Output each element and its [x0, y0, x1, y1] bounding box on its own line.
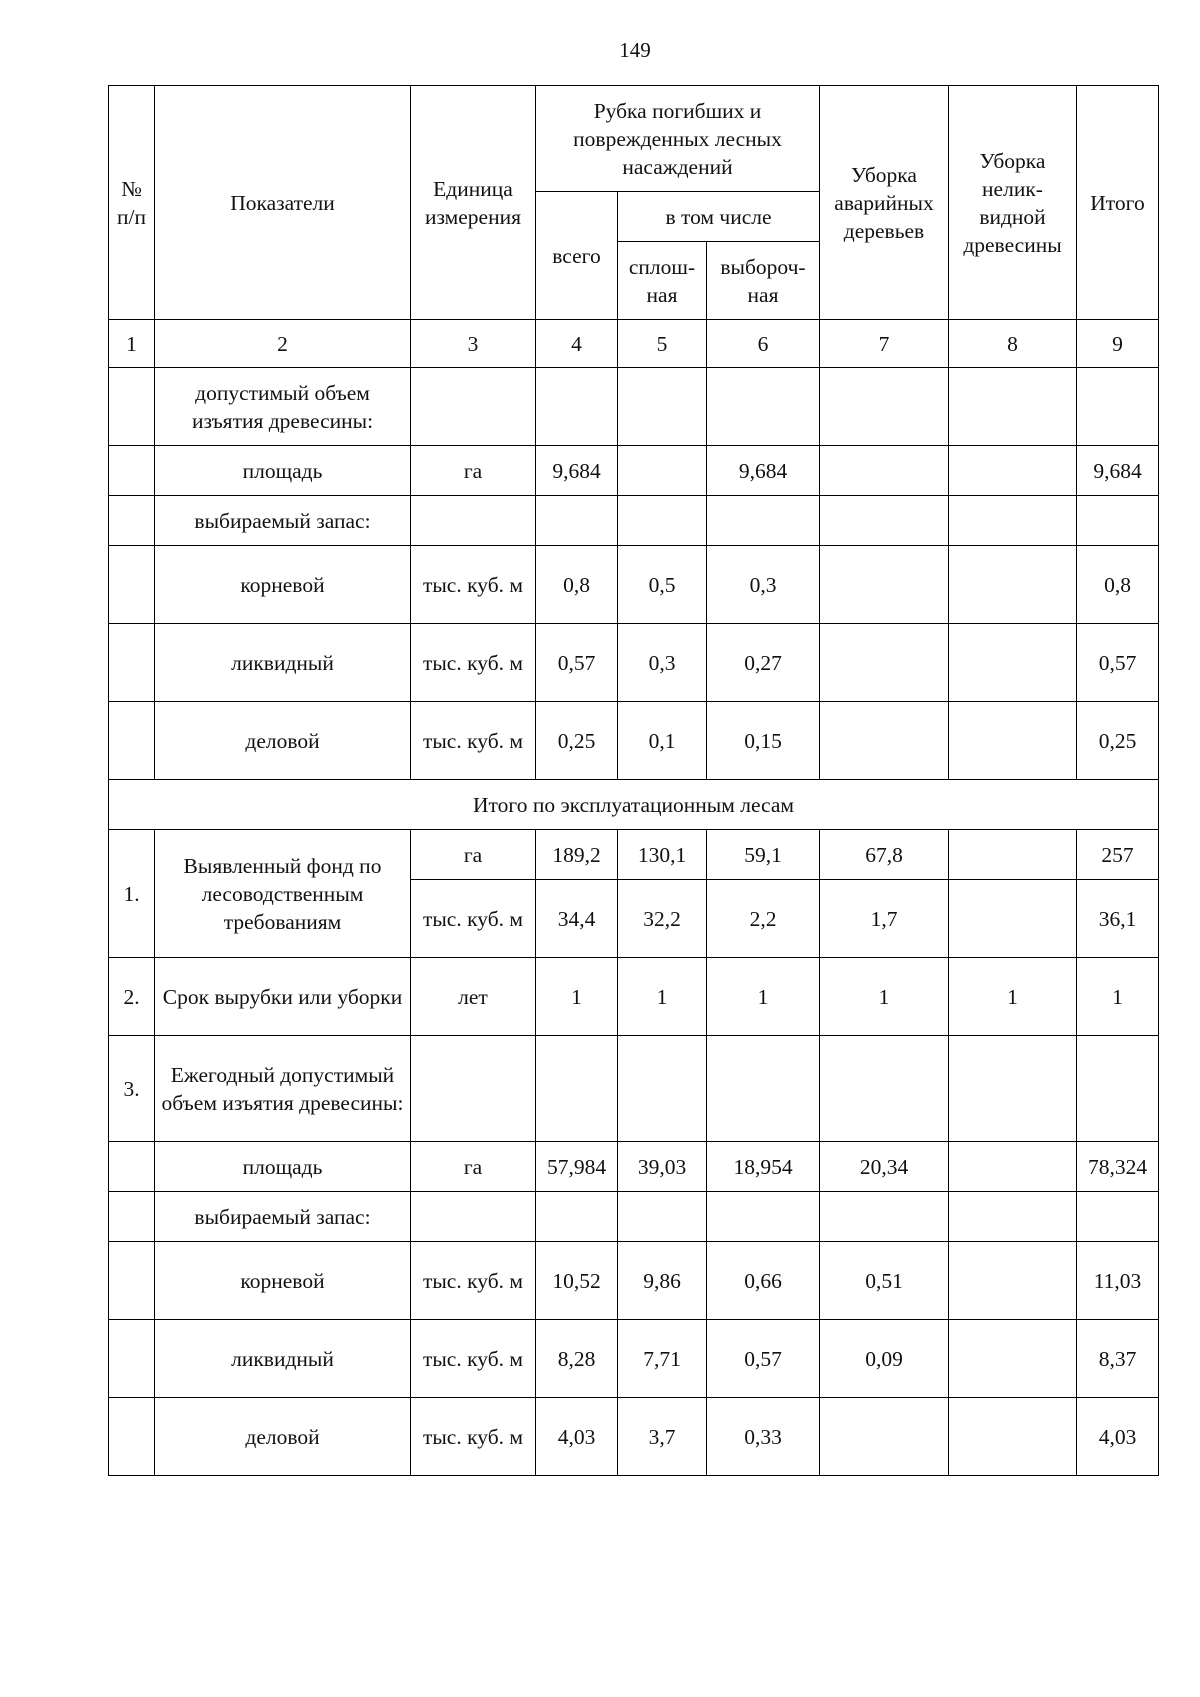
indicator-cell: деловой: [155, 1398, 411, 1476]
value-cell: 7,71: [618, 1320, 707, 1398]
value-cell: 11,03: [1077, 1242, 1159, 1320]
header-felling-group: Рубка погибших и поврежденных лесных насаждений: [536, 86, 820, 192]
indicator-cell: корневой: [155, 1242, 411, 1320]
value-cell: 1: [820, 958, 949, 1036]
value-cell: 0,3: [618, 624, 707, 702]
value-cell: 1: [618, 958, 707, 1036]
row-number-cell: [109, 546, 155, 624]
value-cell: [820, 624, 949, 702]
value-cell: 0,5: [618, 546, 707, 624]
value-cell: 0,15: [707, 702, 820, 780]
unit-cell: [411, 368, 536, 446]
value-cell: [536, 496, 618, 546]
value-cell: 0,8: [1077, 546, 1159, 624]
indicator-cell: Выявленный фонд по лесоводственным требованиям: [155, 830, 411, 958]
value-cell: [536, 368, 618, 446]
value-cell: 20,34: [820, 1142, 949, 1192]
value-cell: 0,25: [1077, 702, 1159, 780]
value-cell: [618, 496, 707, 546]
column-number: 1: [109, 320, 155, 368]
column-number: 9: [1077, 320, 1159, 368]
value-cell: [707, 496, 820, 546]
value-cell: 10,52: [536, 1242, 618, 1320]
value-cell: 8,37: [1077, 1320, 1159, 1398]
table-row: [109, 1398, 1159, 1476]
value-cell: [707, 368, 820, 446]
value-cell: [949, 546, 1077, 624]
header-nonliquid-wood: Уборка нелик-видной древесины: [949, 86, 1077, 320]
value-cell: 0,8: [536, 546, 618, 624]
value-cell: [949, 1242, 1077, 1320]
row-number-cell: [109, 702, 155, 780]
row-number-cell: [109, 1320, 155, 1398]
row-number-cell: [109, 1242, 155, 1320]
table-row: [109, 1036, 1159, 1142]
header-total-felling: всего: [536, 192, 618, 320]
indicator-cell: допустимый объем изъятия древесины:: [155, 368, 411, 446]
value-cell: 34,4: [536, 880, 618, 958]
value-cell: [949, 1192, 1077, 1242]
value-cell: 0,1: [618, 702, 707, 780]
row-number-cell: [109, 1192, 155, 1242]
header-selective: выбороч-ная: [707, 242, 820, 320]
unit-cell: тыс. куб. м: [411, 1398, 536, 1476]
value-cell: 59,1: [707, 830, 820, 880]
unit-cell: га: [411, 1142, 536, 1192]
value-cell: [1077, 1192, 1159, 1242]
value-cell: 0,33: [707, 1398, 820, 1476]
value-cell: 1,7: [820, 880, 949, 958]
value-cell: 257: [1077, 830, 1159, 880]
value-cell: [949, 1398, 1077, 1476]
indicator-cell: ликвидный: [155, 624, 411, 702]
row-number-cell: [109, 496, 155, 546]
indicator-cell: площадь: [155, 446, 411, 496]
value-cell: [820, 368, 949, 446]
value-cell: [536, 1192, 618, 1242]
indicator-cell: Срок вырубки или уборки: [155, 958, 411, 1036]
value-cell: 9,684: [1077, 446, 1159, 496]
table-row: [109, 546, 1159, 624]
value-cell: [949, 702, 1077, 780]
value-cell: 0,25: [536, 702, 618, 780]
column-number: 4: [536, 320, 618, 368]
value-cell: 0,3: [707, 546, 820, 624]
header-including: в том числе: [618, 192, 820, 242]
value-cell: 1: [536, 958, 618, 1036]
value-cell: [949, 496, 1077, 546]
felling-indicators-table: [108, 85, 1159, 1476]
value-cell: [949, 1320, 1077, 1398]
value-cell: [536, 1036, 618, 1142]
indicator-cell: выбираемый запас:: [155, 496, 411, 546]
row-number-cell: [109, 446, 155, 496]
column-number: 5: [618, 320, 707, 368]
page-number: 149: [619, 38, 651, 62]
value-cell: 78,324: [1077, 1142, 1159, 1192]
value-cell: [1077, 496, 1159, 546]
table-row: [109, 1320, 1159, 1398]
value-cell: [949, 624, 1077, 702]
value-cell: 8,28: [536, 1320, 618, 1398]
unit-cell: тыс. куб. м: [411, 1242, 536, 1320]
section-title: Итого по эксплуатационным лесам: [109, 780, 1159, 830]
column-number: 8: [949, 320, 1077, 368]
value-cell: 9,684: [707, 446, 820, 496]
header-no: № п/п: [109, 86, 155, 320]
value-cell: 0,57: [707, 1320, 820, 1398]
unit-cell: [411, 496, 536, 546]
value-cell: 1: [1077, 958, 1159, 1036]
value-cell: [820, 1192, 949, 1242]
value-cell: [949, 880, 1077, 958]
value-cell: [820, 1036, 949, 1142]
value-cell: 32,2: [618, 880, 707, 958]
value-cell: [949, 1036, 1077, 1142]
value-cell: [949, 830, 1077, 880]
unit-cell: тыс. куб. м: [411, 1320, 536, 1398]
indicator-cell: корневой: [155, 546, 411, 624]
value-cell: [949, 1142, 1077, 1192]
value-cell: 0,27: [707, 624, 820, 702]
indicator-cell: выбираемый запас:: [155, 1192, 411, 1242]
value-cell: 3,7: [618, 1398, 707, 1476]
value-cell: 0,51: [820, 1242, 949, 1320]
value-cell: 18,954: [707, 1142, 820, 1192]
table-row: [109, 1192, 1159, 1242]
unit-cell: [411, 1192, 536, 1242]
unit-cell: тыс. куб. м: [411, 880, 536, 958]
value-cell: 36,1: [1077, 880, 1159, 958]
column-numbers-row: [109, 320, 1159, 368]
indicator-cell: деловой: [155, 702, 411, 780]
value-cell: [707, 1036, 820, 1142]
value-cell: 0,57: [536, 624, 618, 702]
value-cell: 67,8: [820, 830, 949, 880]
indicator-cell: ликвидный: [155, 1320, 411, 1398]
value-cell: 1: [707, 958, 820, 1036]
value-cell: [618, 1192, 707, 1242]
unit-cell: га: [411, 830, 536, 880]
value-cell: 0,09: [820, 1320, 949, 1398]
row-number-cell: [109, 624, 155, 702]
header-emergency-trees: Уборка аварийных деревьев: [820, 86, 949, 320]
row-number-cell: 2.: [109, 958, 155, 1036]
row-number-cell: 1.: [109, 830, 155, 958]
unit-cell: тыс. куб. м: [411, 702, 536, 780]
value-cell: [949, 446, 1077, 496]
table-row: [109, 368, 1159, 446]
value-cell: 4,03: [1077, 1398, 1159, 1476]
value-cell: 57,984: [536, 1142, 618, 1192]
value-cell: [820, 546, 949, 624]
unit-cell: тыс. куб. м: [411, 624, 536, 702]
header-unit: Единица измерения: [411, 86, 536, 320]
indicator-cell: площадь: [155, 1142, 411, 1192]
table-row: [109, 1242, 1159, 1320]
value-cell: [707, 1192, 820, 1242]
unit-cell: лет: [411, 958, 536, 1036]
value-cell: [820, 1398, 949, 1476]
value-cell: [1077, 1036, 1159, 1142]
column-number: 2: [155, 320, 411, 368]
table-row: [109, 830, 1159, 880]
column-number: 7: [820, 320, 949, 368]
unit-cell: тыс. куб. м: [411, 546, 536, 624]
table-row: [109, 624, 1159, 702]
value-cell: 9,86: [618, 1242, 707, 1320]
column-number: 3: [411, 320, 536, 368]
header-indicator: Показатели: [155, 86, 411, 320]
indicator-cell: Ежегодный допустимый объем изъятия древесины:: [155, 1036, 411, 1142]
value-cell: 4,03: [536, 1398, 618, 1476]
value-cell: 9,684: [536, 446, 618, 496]
table-row: [109, 702, 1159, 780]
value-cell: 1: [949, 958, 1077, 1036]
value-cell: [820, 496, 949, 546]
value-cell: 189,2: [536, 830, 618, 880]
value-cell: 0,57: [1077, 624, 1159, 702]
unit-cell: [411, 1036, 536, 1142]
value-cell: [949, 368, 1077, 446]
header-clear-cut: сплош-ная: [618, 242, 707, 320]
value-cell: 0,66: [707, 1242, 820, 1320]
column-number: 6: [707, 320, 820, 368]
value-cell: [820, 446, 949, 496]
value-cell: 39,03: [618, 1142, 707, 1192]
row-number-cell: [109, 368, 155, 446]
value-cell: 130,1: [618, 830, 707, 880]
row-number-cell: 3.: [109, 1036, 155, 1142]
table-row: [109, 446, 1159, 496]
table-row: [109, 496, 1159, 546]
value-cell: 2,2: [707, 880, 820, 958]
value-cell: [820, 702, 949, 780]
unit-cell: га: [411, 446, 536, 496]
header-total: Итого: [1077, 86, 1159, 320]
value-cell: [618, 446, 707, 496]
table-row: [109, 958, 1159, 1036]
row-number-cell: [109, 1142, 155, 1192]
value-cell: [618, 1036, 707, 1142]
table-row: [109, 1142, 1159, 1192]
value-cell: [1077, 368, 1159, 446]
value-cell: [618, 368, 707, 446]
row-number-cell: [109, 1398, 155, 1476]
section-row: [109, 780, 1159, 830]
